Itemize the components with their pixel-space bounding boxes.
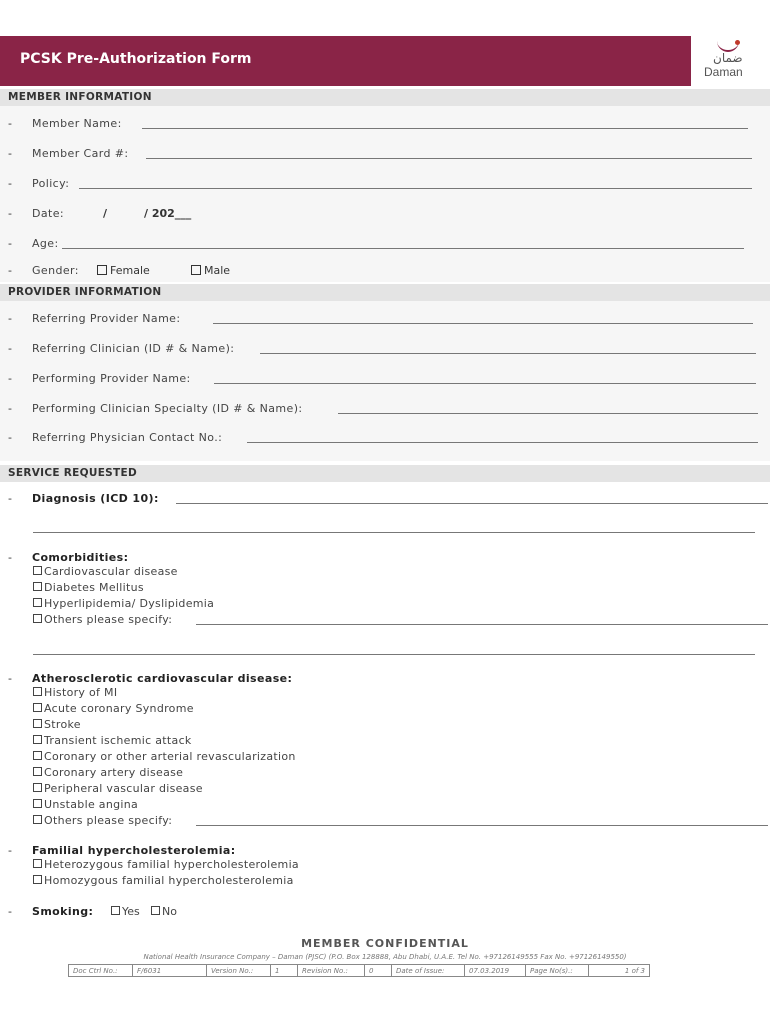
footer-confidential: MEMBER CONFIDENTIAL <box>301 937 469 950</box>
policy-row: - Policy: <box>0 177 770 193</box>
doc-ctrl-label: Doc Ctrl No.: <box>69 965 133 977</box>
footer-doc-control-table <box>68 964 650 977</box>
form-header <box>0 36 770 86</box>
checkbox-icon[interactable] <box>33 799 42 808</box>
smoking-yes-option[interactable]: Yes <box>111 905 140 918</box>
checkbox-icon[interactable] <box>33 735 42 744</box>
ascvd-option[interactable]: Coronary or other arterial revascularization <box>33 750 296 763</box>
referring-provider-label: Referring Provider Name: <box>32 312 181 325</box>
performing-provider-label: Performing Provider Name: <box>32 372 191 385</box>
diagnosis-label: Diagnosis (ICD 10): <box>32 492 159 505</box>
comorbidities-label: Comorbidities: <box>32 551 129 564</box>
performing-specialty-row: - Performing Clinician Specialty (ID # & Name): <box>0 402 770 418</box>
comorbidity-option[interactable]: Diabetes Mellitus <box>33 581 144 594</box>
diagnosis-field[interactable] <box>176 503 768 504</box>
age-label: Age: <box>32 237 59 250</box>
comorbidities-row: - Comorbidities: <box>8 551 129 564</box>
ascvd-option[interactable]: Transient ischemic attack <box>33 734 192 747</box>
section-title: SERVICE REQUESTED <box>8 467 137 479</box>
comorbidity-other-field-line2[interactable] <box>33 654 755 655</box>
version-label: Version No.: <box>207 965 271 977</box>
smoking-no-option[interactable]: No <box>151 905 177 918</box>
date-year[interactable]: / 202___ <box>144 207 192 220</box>
performing-specialty-field[interactable] <box>338 413 758 414</box>
member-card-label: Member Card #: <box>32 147 129 160</box>
gender-female-option[interactable]: Female <box>97 264 150 277</box>
section-provider-information <box>0 284 770 301</box>
date-separator: / <box>103 207 108 220</box>
diagnosis-field-line2[interactable] <box>33 532 755 533</box>
ascvd-option[interactable]: Peripheral vascular disease <box>33 782 203 795</box>
referring-clinician-label: Referring Clinician (ID # & Name): <box>32 342 235 355</box>
checkbox-icon[interactable] <box>33 598 42 607</box>
checkbox-icon[interactable] <box>33 614 42 623</box>
section-title: MEMBER INFORMATION <box>8 91 152 103</box>
referring-provider-field[interactable] <box>213 323 753 324</box>
checkbox-icon[interactable] <box>33 783 42 792</box>
checkbox-icon[interactable] <box>191 265 201 275</box>
referring-clinician-field[interactable] <box>260 353 756 354</box>
gender-row: - Gender: Female Male <box>8 264 231 277</box>
checkbox-icon[interactable] <box>33 815 42 824</box>
checkbox-icon[interactable] <box>33 566 42 575</box>
section-service-requested <box>0 465 770 482</box>
comorbidity-other-field[interactable] <box>196 624 768 625</box>
physician-contact-field[interactable] <box>247 442 758 443</box>
comorbidity-option[interactable]: Cardiovascular disease <box>33 565 178 578</box>
diagnosis-row: - Diagnosis (ICD 10): <box>0 492 770 508</box>
daman-logo <box>691 36 770 86</box>
pages-value: 1 of 3 <box>589 965 650 977</box>
comorbidity-option[interactable]: Others please specify: <box>33 613 172 626</box>
footer-company-line: National Health Insurance Company – Daman (PJSC) (P.O. Box 128888, Abu Dhabi, U.A.E. Tel No. +97126149555 Fax No. +97126149550) <box>143 953 627 961</box>
ascvd-label: Atherosclerotic cardiovascular disease: <box>32 672 293 685</box>
ascvd-option[interactable]: Acute coronary Syndrome <box>33 702 194 715</box>
ascvd-option[interactable]: Others please specify: <box>33 814 172 827</box>
gender-male-option[interactable]: Male <box>191 264 230 277</box>
revision-label: Revision No.: <box>298 965 365 977</box>
ascvd-option[interactable]: Stroke <box>33 718 81 731</box>
member-card-field[interactable] <box>146 158 752 159</box>
fh-row: - Familial hypercholesterolemia: <box>8 844 236 857</box>
gender-label: Gender: <box>32 264 79 277</box>
issue-label: Date of Issue: <box>392 965 465 977</box>
issue-value: 07.03.2019 <box>465 965 526 977</box>
performing-provider-field[interactable] <box>214 383 756 384</box>
referring-clinician-row: - Referring Clinician (ID # & Name): <box>0 342 770 358</box>
age-field[interactable] <box>62 248 744 249</box>
fh-label: Familial hypercholesterolemia: <box>32 844 236 857</box>
checkbox-icon[interactable] <box>97 265 107 275</box>
date-row: - Date: / / 202___ <box>8 207 192 220</box>
doc-ctrl-value: F/6031 <box>133 965 207 977</box>
form-title: PCSK Pre-Authorization Form <box>20 51 252 67</box>
policy-field[interactable] <box>79 188 752 189</box>
pages-label: Page No(s).: <box>526 965 589 977</box>
checkbox-icon[interactable] <box>151 906 160 915</box>
ascvd-option[interactable]: History of MI <box>33 686 117 699</box>
checkbox-icon[interactable] <box>33 859 42 868</box>
referring-provider-row: - Referring Provider Name: <box>0 312 770 328</box>
smoking-row: - Smoking: Yes No <box>8 905 177 918</box>
age-row: - Age: <box>0 237 770 253</box>
checkbox-icon[interactable] <box>33 582 42 591</box>
physician-contact-label: Referring Physician Contact No.: <box>32 431 223 444</box>
date-label: Date: <box>32 207 64 220</box>
comorbidity-option[interactable]: Hyperlipidemia/ Dyslipidemia <box>33 597 214 610</box>
ascvd-option[interactable]: Coronary artery disease <box>33 766 183 779</box>
policy-label: Policy: <box>32 177 70 190</box>
fh-option[interactable]: Homozygous familial hypercholesterolemia <box>33 874 294 887</box>
logo-latin-text: Daman <box>704 65 743 79</box>
performing-provider-row: - Performing Provider Name: <box>0 372 770 388</box>
section-member-information <box>0 89 770 106</box>
performing-specialty-label: Performing Clinician Specialty (ID # & Name): <box>32 402 303 415</box>
logo-arabic-text: ضمان <box>713 51 743 65</box>
logo-dot-icon <box>735 40 740 45</box>
checkbox-icon[interactable] <box>33 751 42 760</box>
member-name-label: Member Name: <box>32 117 122 130</box>
checkbox-icon[interactable] <box>33 687 42 696</box>
physician-contact-row: - Referring Physician Contact No.: <box>0 431 770 447</box>
version-value: 1 <box>271 965 298 977</box>
checkbox-icon[interactable] <box>33 875 42 884</box>
section-title: PROVIDER INFORMATION <box>8 286 162 298</box>
member-name-field[interactable] <box>142 128 748 129</box>
smoking-label: Smoking: <box>32 905 94 918</box>
checkbox-icon[interactable] <box>33 767 42 776</box>
fh-option[interactable]: Heterozygous familial hypercholesterolemia <box>33 858 299 871</box>
member-name-row: - Member Name: <box>0 117 770 133</box>
revision-value: 0 <box>365 965 392 977</box>
checkbox-icon[interactable] <box>111 906 120 915</box>
ascvd-option[interactable]: Unstable angina <box>33 798 138 811</box>
ascvd-row: - Atherosclerotic cardiovascular disease: <box>8 672 293 685</box>
ascvd-other-field[interactable] <box>196 825 768 826</box>
checkbox-icon[interactable] <box>33 703 42 712</box>
member-card-row: - Member Card #: <box>0 147 770 163</box>
checkbox-icon[interactable] <box>33 719 42 728</box>
